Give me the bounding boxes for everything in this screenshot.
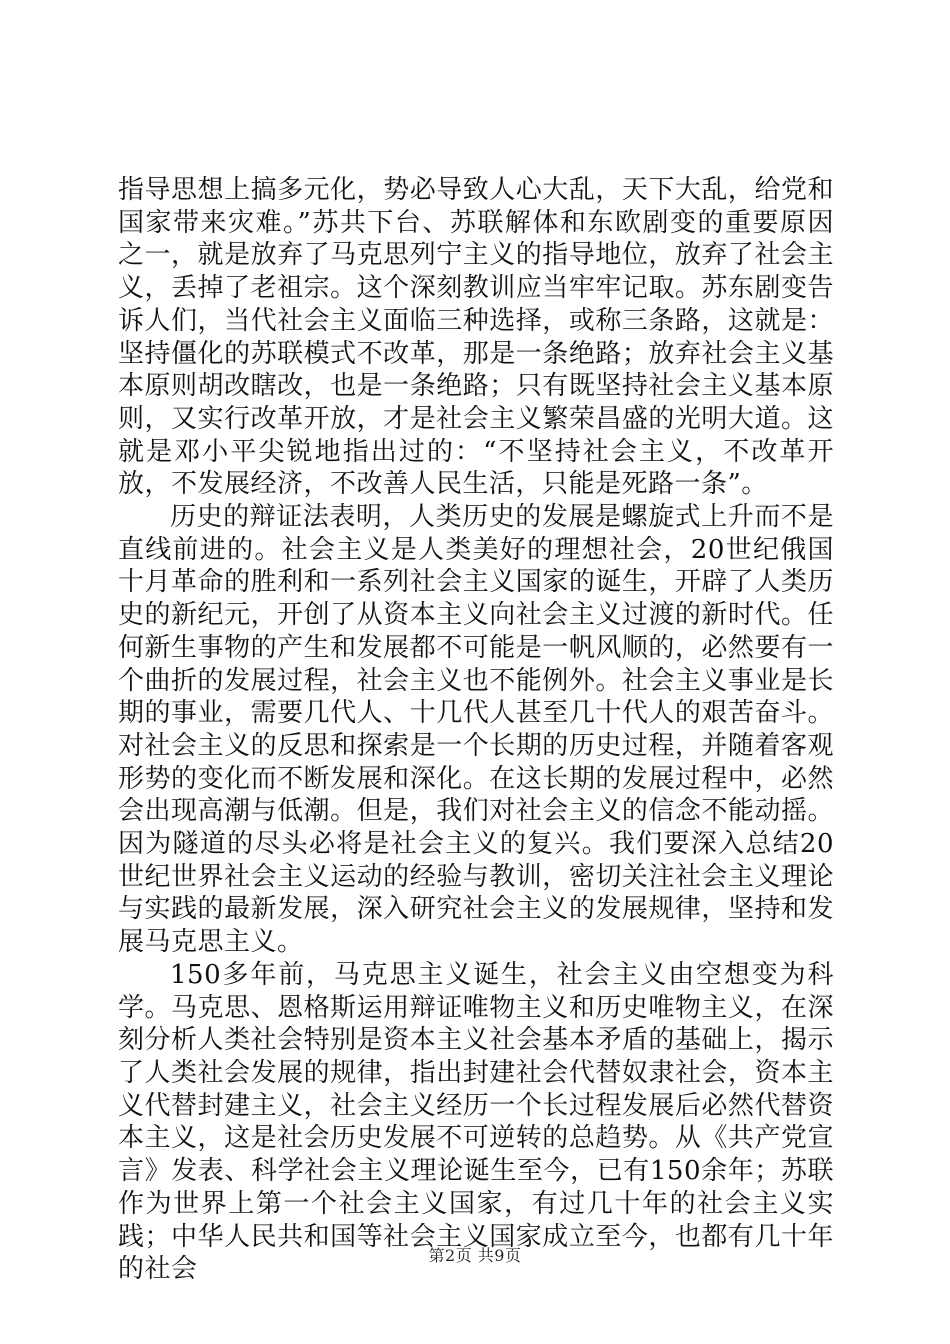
- paragraph-3: 150多年前，马克思主义诞生，社会主义由空想变为科学。马克思、恩格斯运用辩证唯物主义和历史唯物主义，在深刻分析人类社会特别是资本主义社会基本矛盾的基础上，揭示了人类社会发展的规律，指出封建社会代替奴隶社会，资本主义代替封建主义，社会主义经历一个长过程发展后必然代替资本主义，这是社会历史发展不可逆转的总趋势。从《共产党宣言》发表、科学社会主义理论诞生至今，已有150余年；苏联作为世界上第一个社会主义国家，有过几十年的社会主义实践；中华人民共和国等社会主义国家成立至今，也都有几十年的社会: [118, 959, 834, 1285]
- paragraph-1: 指导思想上搞多元化，势必导致人心大乱，天下大乱，给党和国家带来灾难。”苏共下台、苏联解体和东欧剧变的重要原因之一，就是放弃了马克思列宁主义的指导地位，放弃了社会主义，丢掉了老祖宗。这个深刻教训应当牢牢记取。苏东剧变告诉人们，当代社会主义面临三种选择，或称三条路，这就是：坚持僵化的苏联模式不改革，那是一条绝路；放弃社会主义基本原则胡改瞎改，也是一条绝路；只有既坚持社会主义基本原则，又实行改革开放，才是社会主义繁荣昌盛的光明大道。这就是邓小平尖锐地指出过的：“不坚持社会主义，不改革开放，不发展经济，不改善人民生活，只能是死路一条”。: [118, 175, 834, 500]
- paragraph-2: 历史的辩证法表明，人类历史的发展是螺旋式上升而不是直线前进的。社会主义是人类美好的理想社会，20世纪俄国十月革命的胜利和一系列社会主义国家的诞生，开辟了人类历史的新纪元，开创了从资本主义向社会主义过渡的新时代。任何新生事物的产生和发展都不可能是一帆风顺的，必然要有一个曲折的发展过程，社会主义也不能例外。社会主义事业是长期的事业，需要几代人、十几代人甚至几十代人的艰苦奋斗。对社会主义的反思和探索是一个长期的历史过程，并随着客观形势的变化而不断发展和深化。在这长期的发展过程中，必然会出现高潮与低潮。但是，我们对社会主义的信念不能动摇。因为隧道的尽头必将是社会主义的复兴。我们要深入总结20世纪世界社会主义运动的经验与教训，密切关注社会主义理论与实践的最新发展，深入研究社会主义的发展规律，坚持和发展马克思主义。: [118, 502, 834, 958]
- document-body: [118, 174, 834, 1286]
- page-number-footer: 第2页 共9页: [428, 1246, 522, 1265]
